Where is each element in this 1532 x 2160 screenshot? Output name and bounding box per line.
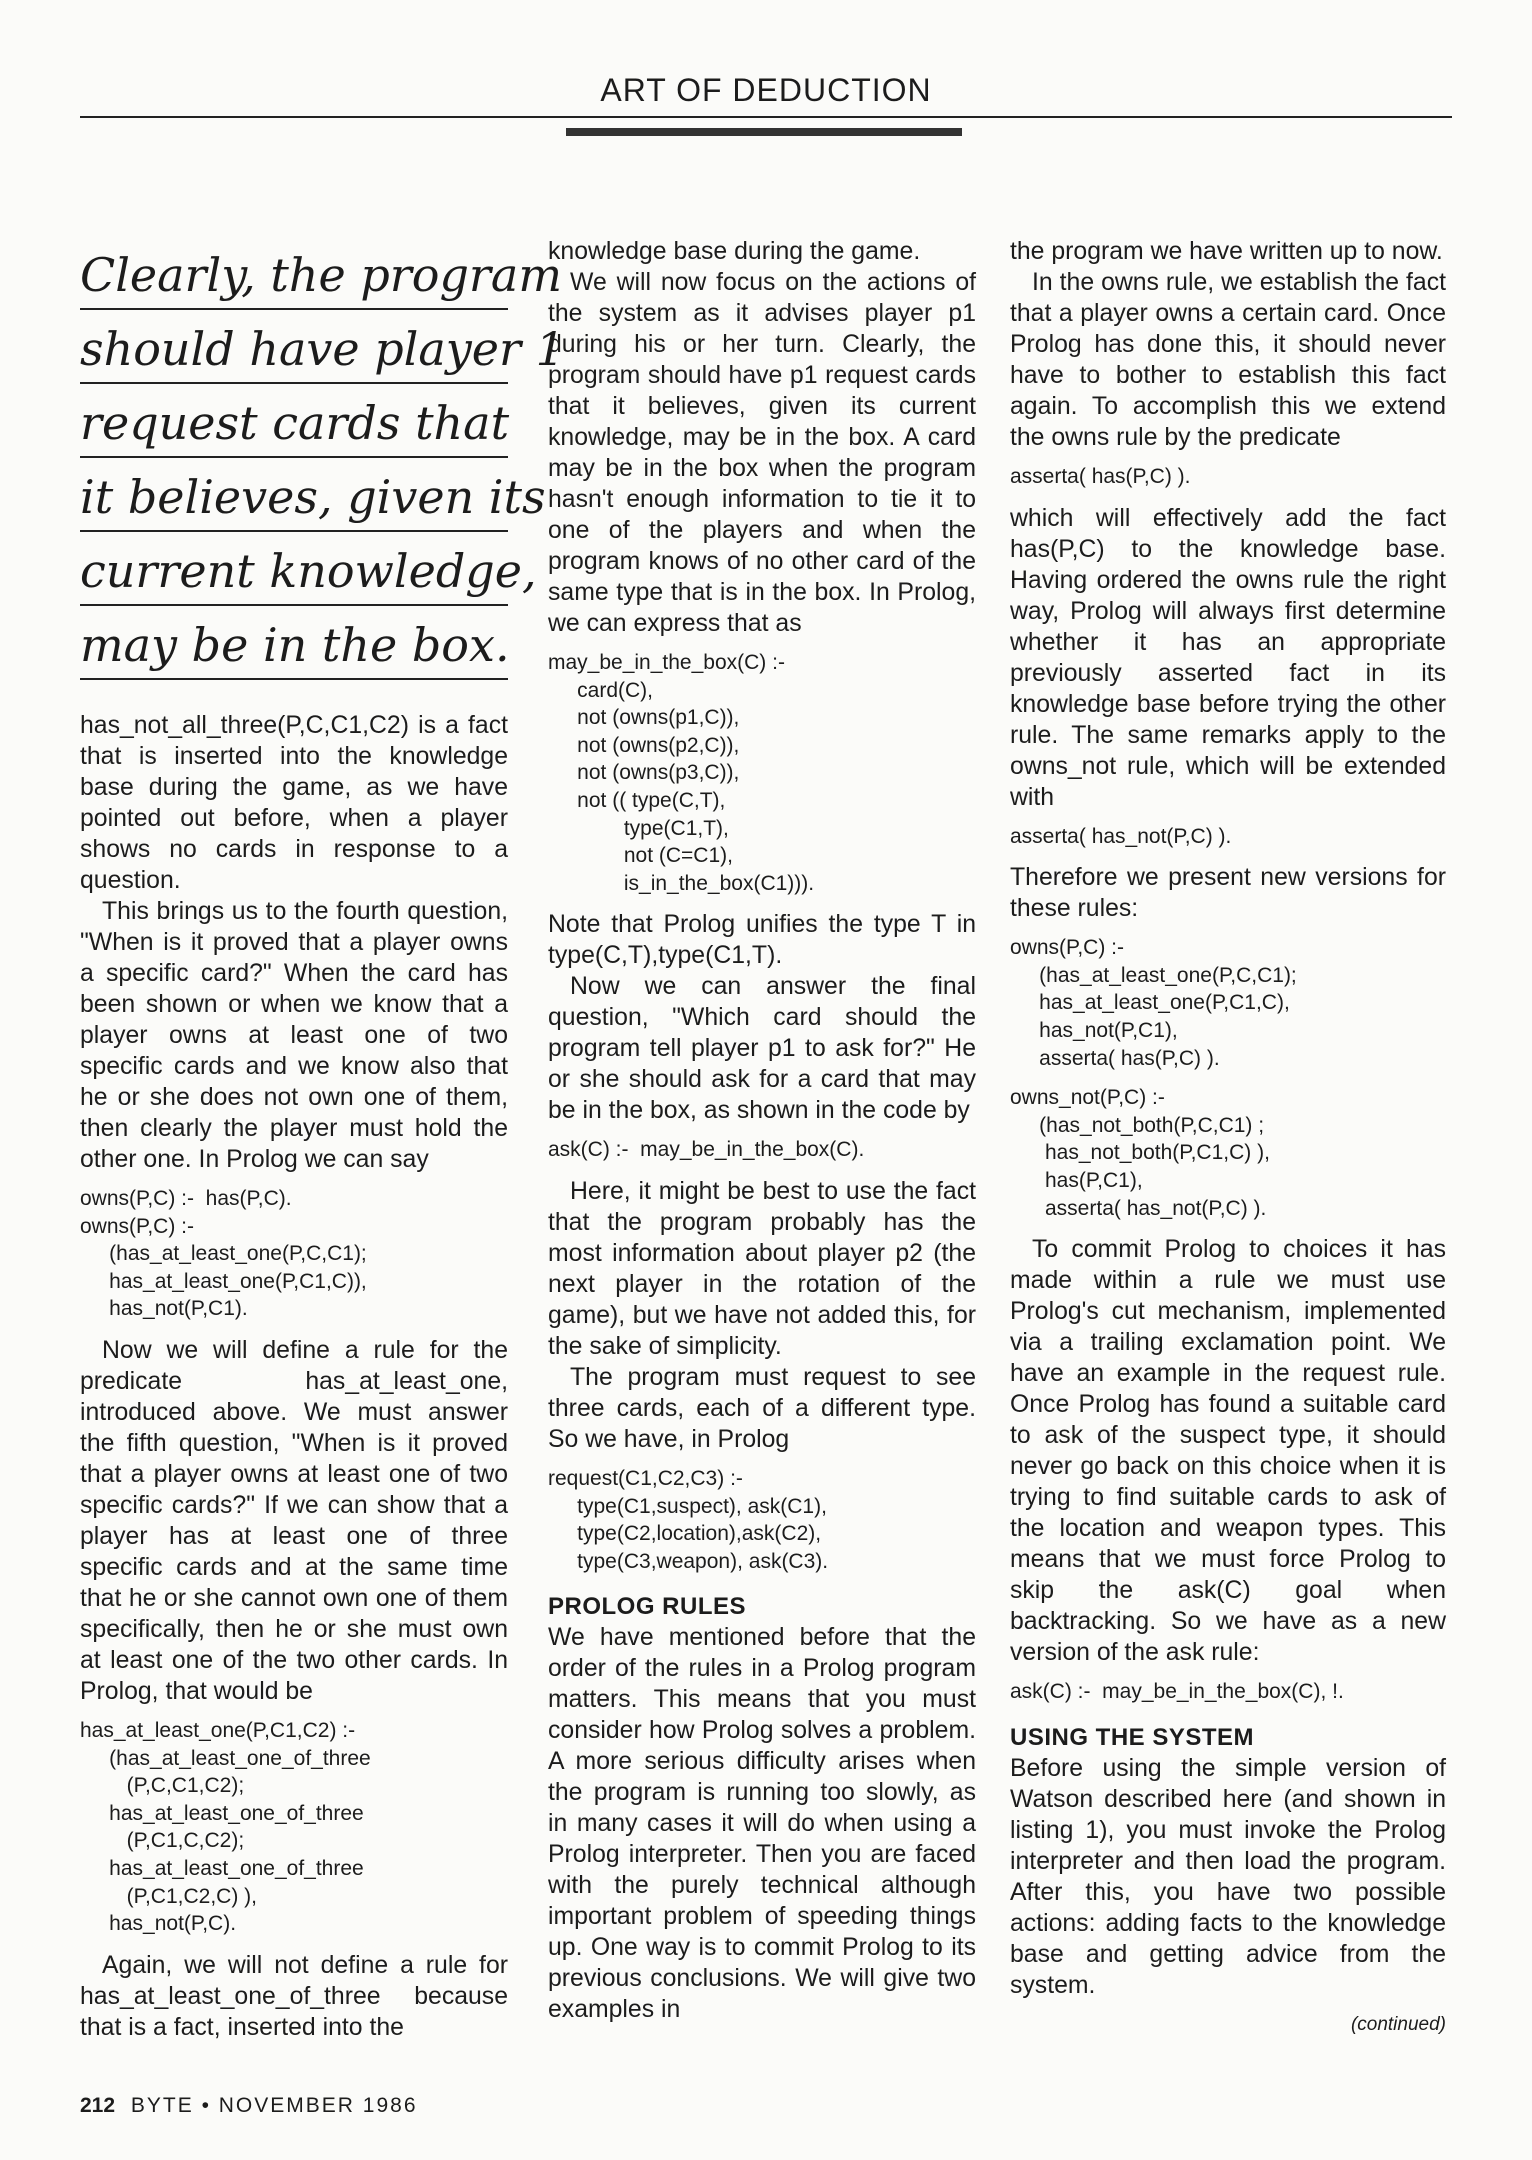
paragraph: has_not_all_three(P,C,C1,C2) is a fact that is inserted into the knowledge base during the game, as we have pointed out before, when a player shows no cards in response to a question. <box>80 712 508 894</box>
running-header: ART OF DEDUCTION <box>600 72 932 108</box>
paragraph: Note that Prolog unifies the type T in type(C,T),type(C1,T). <box>548 911 976 970</box>
header-rule <box>80 116 1452 118</box>
column-2 <box>548 236 976 2025</box>
paragraph: In the owns rule, we establish the fact that a player owns a certain card. Once Prolog has done this, it should never have to bother to establish this fact again. To accomplish this we extend the owns rule by the predicate <box>1010 269 1446 451</box>
pull-quote-line: may be in the box. <box>80 606 508 680</box>
paragraph: We have mentioned before that the order of the rules in a Prolog program matters. This means that you must consider how Prolog solves a problem. A more serious difficulty arises when the program is running too slowly, as in many cases it will do when using a Prolog interpreter. Then you are faced with the purely technical although important problem of speeding things up. One way is to commit Prolog to its previous conclusions. We will give two examples in <box>548 1624 976 2024</box>
paragraph: the program we have written up to now. <box>1010 238 1443 265</box>
pull-quote-line: request cards that <box>80 384 508 458</box>
paragraph: Now we can answer the final question, "Which card should the program tell player p1 to ask for?" He or she should ask for a card that may be in the box, as shown in the code by <box>548 973 976 1125</box>
paragraph: Before using the simple version of Watson described here (and shown in listing 1), you must invoke the Prolog interpreter and then load the program. After this, you have two possible actions: adding facts to the knowledge base and getting advice from the system. <box>1010 1754 1446 1999</box>
code-block: asserta( has(P,C) ). <box>1010 465 1191 488</box>
paragraph: This brings us to the fourth question, "When is it proved that a player owns a specific card?" When the card has been shown or when we know that a player owns at least one of two specific cards and we know also that he or she does not own one of them, then clearly the player must hold the other one. In Prolog we can say <box>80 898 508 1173</box>
pull-quote-line: Clearly, the program <box>80 236 508 310</box>
paragraph: Therefore we present new versions for these rules: <box>1010 864 1446 923</box>
pull-quote-line: it believes, given its <box>80 458 508 532</box>
page-footer <box>80 2094 418 2118</box>
page-number: 212 <box>80 2094 116 2117</box>
paragraph: Now we will define a rule for the predicate has_at_least_one, introduced above. We must answer the fifth question, "When is it proved that a player owns at least one of two specific cards?" If we can show that a player has at least one of three specific cards and at the same time that he or she cannot own one of them specifically, then he or she must own at least one of the two other cards. In Prolog, that would be <box>80 1336 508 1705</box>
code-block: may_be_in_the_box(C) :- card(C), not (owns(p1,C)), not (owns(p2,C)), not (owns(p3,C)), not (( type(C,T), type(C1,T), not (C=C1), is_in_the_box(C1))). <box>548 651 815 895</box>
footer-text: BYTE • NOVEMBER 1986 <box>130 2094 418 2117</box>
paragraph: The program must request to see three cards, each of a different type. So we have, in Prolog <box>548 1363 976 1453</box>
column-3 <box>1010 236 1446 2040</box>
paragraph: Again, we will not define a rule for has_at_least_one_of_three because that is a fact, inserted into the <box>80 1951 508 2041</box>
code-block: owns_not(P,C) :- (has_not_both(P,C,C1) ; has_not_both(P,C1,C) ), has(P,C1), asserta( has_not(P,C) ). <box>1010 1086 1270 1220</box>
subhead: PROLOG RULES <box>548 1593 747 1621</box>
paragraph: which will effectively add the fact has(P,C) to the knowledge base. Having ordered the owns rule the right way, Prolog will always first determine whether it has an appropriate previously asserted fact in its knowledge base before trying the other rule. The same remarks apply to the owns_not rule, which will be extended with <box>1010 504 1446 811</box>
code-block: asserta( has_not(P,C) ). <box>1010 824 1232 848</box>
continued-note: (continued) <box>1350 2013 1446 2035</box>
column-1 <box>80 236 565 2043</box>
pull-quote <box>80 236 565 680</box>
code-block: owns(P,C) :- (has_at_least_one(P,C,C1); has_at_least_one(P,C1,C), has_not(P,C1), asserta( has(P,C) ). <box>1010 936 1297 1070</box>
paragraph: Here, it might be best to use the fact that the program probably has the most information about player p2 (the next player in the rotation of the game), but we have not added this, for the sake of simplicity. <box>548 1177 976 1360</box>
code-block: request(C1,C2,C3) :- type(C1,suspect), ask(C1), type(C2,location),ask(C2), type(C3,weapon), ask(C3). <box>548 1466 829 1573</box>
paragraph: knowledge base during the game. <box>548 238 921 265</box>
paragraph: We will now focus on the actions of the system as it advises player p1 during his or her turn. Clearly, the program should have p1 request cards that it believes, given its current knowledge, may be in the box. A card may be in the box when the program hasn't enough information to tie it to one of the players and when the program knows of no other card of the same type that is in the box. In Prolog, we can express that as <box>548 269 976 637</box>
paragraph: To commit Prolog to choices it has made within a rule we must use Prolog's cut mechanism, implemented via a trailing exclamation point. We have an example in the request rule. Once Prolog has found a suitable card to ask of the suspect type, it should never go back on this choice when it is trying to find suitable cards to ask of the location and weapon types. This means that we must force Prolog to skip the ask(C) goal when backtracking. So we have as a new version of the ask rule: <box>1010 1236 1446 1667</box>
pull-quote-line: should have player 1 <box>80 310 508 384</box>
code-block: has_at_least_one(P,C1,C2) :- (has_at_least_one_of_three (P,C,C1,C2); has_at_least_one_of_three (P,C1,C,C2); has_at_least_one_of_three (P,C1,C2,C) ), has_not(P,C). <box>80 1718 371 1936</box>
code-block: owns(P,C) :- has(P,C). owns(P,C) :- (has_at_least_one(P,C,C1); has_at_least_one(P,C1,C)), has_not(P,C1). <box>80 1187 367 1321</box>
subhead: USING THE SYSTEM <box>1010 1723 1255 1751</box>
pull-quote-line: current knowledge, <box>80 532 508 606</box>
code-block: ask(C) :- may_be_in_the_box(C). <box>548 1138 865 1162</box>
code-block: ask(C) :- may_be_in_the_box(C), !. <box>1010 1680 1344 1704</box>
header-bar <box>566 128 962 136</box>
